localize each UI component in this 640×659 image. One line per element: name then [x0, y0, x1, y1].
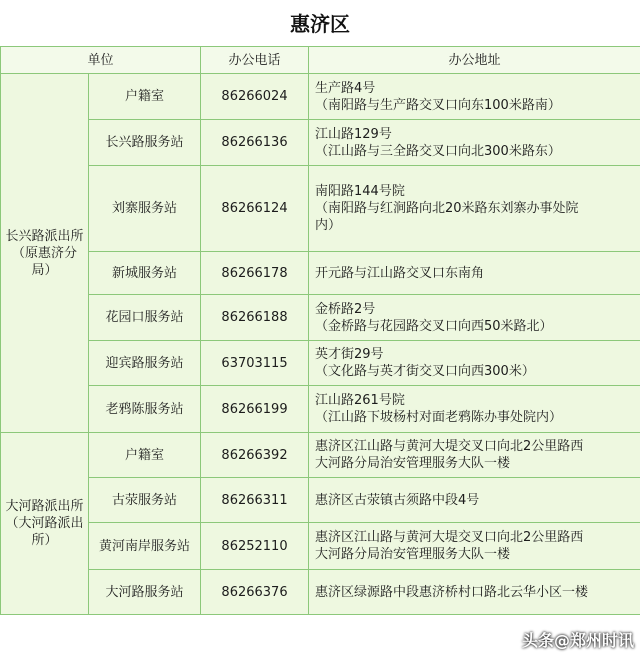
address-line: （江山路与三全路交叉口向北300米路东）	[315, 143, 561, 159]
address-line: 惠济区古荥镇古须路中段4号	[315, 492, 480, 508]
table-row	[1, 74, 640, 120]
table-row	[1, 433, 640, 478]
address-line: 惠济区绿源路中段惠济桥村口路北云华小区一楼	[315, 584, 589, 600]
address-cell	[309, 386, 640, 433]
address-line: （文化路与英才街交叉口向西300米）	[315, 364, 535, 379]
table-row	[1, 341, 640, 386]
phone-cell: 86266136	[201, 120, 309, 166]
address-cell	[309, 120, 640, 166]
address-cell	[309, 166, 640, 252]
address-line: 江山路261号院	[315, 393, 405, 408]
phone-cell: 86266311	[201, 478, 309, 523]
phone-cell: 86266124	[201, 166, 309, 252]
address-header: 办公地址	[309, 47, 640, 74]
address-cell	[309, 478, 640, 523]
address-line: 大河路分局治安管理服务大队一楼	[315, 547, 511, 562]
site-cell: 黄河南岸服务站	[89, 523, 201, 570]
address-line: 开元路与江山路交叉口东南角	[315, 265, 485, 281]
address-line: 惠济区江山路与黄河大堤交叉口向北2公里路西	[315, 439, 584, 454]
phone-header: 办公电话	[201, 47, 309, 74]
phone-cell: 86252110	[201, 523, 309, 570]
table-row	[1, 570, 640, 615]
address-line: （南阳路与生产路交叉口向东100米路南）	[315, 97, 561, 113]
phone-cell: 86266188	[201, 295, 309, 341]
site-cell: 花园口服务站	[89, 295, 201, 341]
address-line: 南阳路144号院	[315, 184, 405, 199]
address-line: （江山路下坡杨村对面老鸦陈办事处院内）	[315, 410, 563, 425]
address-line: （南阳路与红涧路向北20米路东刘寨办事处院	[315, 201, 579, 216]
site-cell: 长兴路服务站	[89, 120, 201, 166]
address-line: 江山路129号	[315, 126, 392, 142]
address-line: 金桥路2号	[315, 301, 376, 317]
address-cell	[309, 570, 640, 615]
address-cell	[309, 295, 640, 341]
site-cell: 古荥服务站	[89, 478, 201, 523]
phone-cell: 86266376	[201, 570, 309, 615]
address-line: 大河路分局治安管理服务大队一楼	[315, 456, 511, 471]
address-line: 惠济区江山路与黄河大堤交叉口向北2公里路西	[315, 530, 584, 545]
site-cell: 户籍室	[89, 433, 201, 478]
address-cell	[309, 252, 640, 295]
site-cell: 刘寨服务站	[89, 166, 201, 252]
site-cell: 迎宾路服务站	[89, 341, 201, 386]
address-cell	[309, 74, 640, 120]
table-row	[1, 386, 640, 433]
page-title: 惠济区	[290, 11, 350, 36]
phone-cell: 86266392	[201, 433, 309, 478]
table-row	[1, 252, 640, 295]
table-row	[1, 120, 640, 166]
phone-cell: 86266178	[201, 252, 309, 295]
site-cell: 大河路服务站	[89, 570, 201, 615]
phone-cell: 86266199	[201, 386, 309, 433]
address-cell	[309, 341, 640, 386]
watermark-logo: 头条@郑州时讯	[521, 631, 634, 650]
unit-cell: 长兴路派出所（原惠济分局）	[1, 74, 89, 433]
address-line: 英才街29号	[315, 347, 384, 362]
header-row	[1, 47, 640, 74]
address-cell	[309, 433, 640, 478]
police-station-table	[0, 46, 640, 615]
address-line: （金桥路与花园路交叉口向西50米路北）	[315, 318, 553, 334]
phone-cell: 86266024	[201, 74, 309, 120]
table-row	[1, 523, 640, 570]
unit-header: 单位	[1, 47, 201, 74]
site-cell: 新城服务站	[89, 252, 201, 295]
unit-cell: 大河路派出所（大河路派出所）	[1, 433, 89, 615]
site-cell: 老鸦陈服务站	[89, 386, 201, 433]
table-row	[1, 478, 640, 523]
address-line: 生产路4号	[315, 80, 376, 96]
address-line: 内）	[315, 218, 342, 233]
site-cell: 户籍室	[89, 74, 201, 120]
address-cell	[309, 523, 640, 570]
table-row	[1, 166, 640, 252]
table-row	[1, 295, 640, 341]
phone-cell: 63703115	[201, 341, 309, 386]
